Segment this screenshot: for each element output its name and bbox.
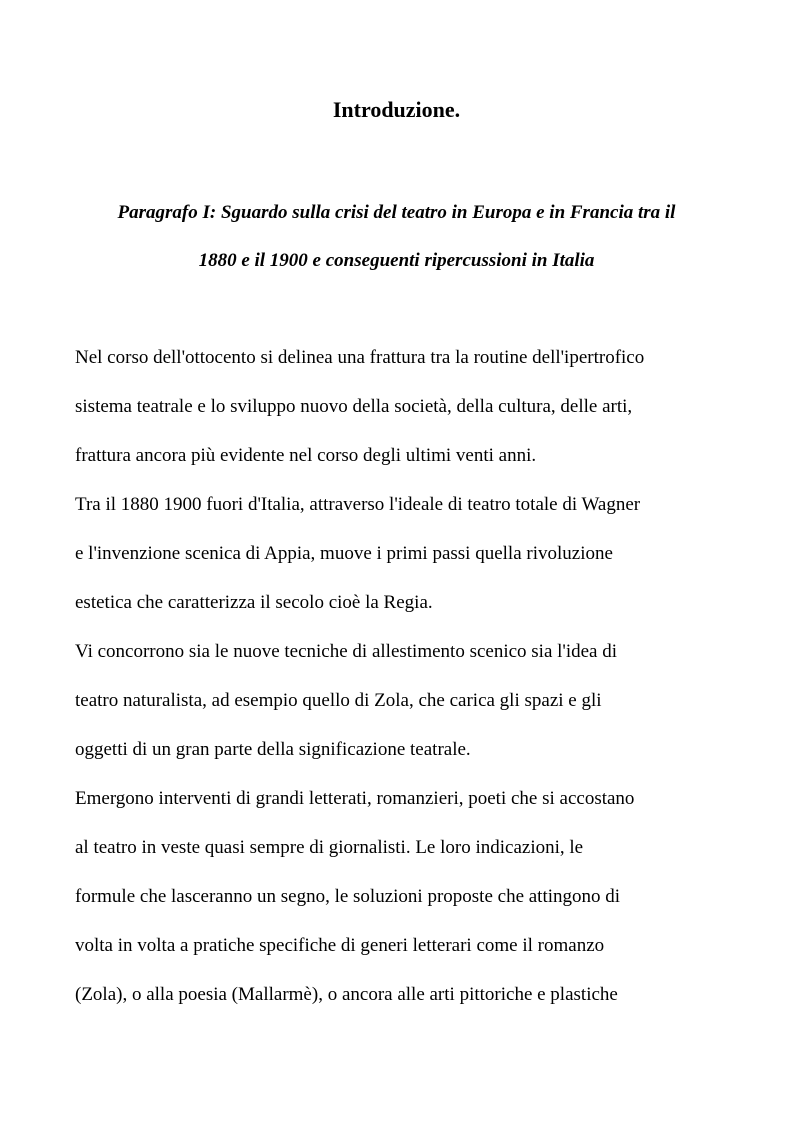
body-line: al teatro in veste quasi sempre di giornalisti. Le loro indicazioni, le: [75, 837, 584, 858]
section-heading-line: 1880 e il 1900 e conseguenti ripercussioni in Italia: [198, 250, 595, 271]
body-line: estetica che caratterizza il secolo cioè la Regia.: [75, 592, 433, 613]
body-line: Nel corso dell'ottocento si delinea una frattura tra la routine dell'ipertrofico: [75, 347, 645, 368]
body-line: Vi concorrono sia le nuove tecniche di allestimento scenico sia l'idea di: [75, 641, 618, 662]
page-title: Introduzione.: [332, 97, 461, 122]
body-line: (Zola), o alla poesia (Mallarmè), o ancora alle arti pittoriche e plastiche: [75, 984, 618, 1005]
body-line: e l'invenzione scenica di Appia, muove i primi passi quella rivoluzione: [75, 543, 613, 564]
body-line: Tra il 1880 1900 fuori d'Italia, attraverso l'ideale di teatro totale di Wagner: [75, 494, 641, 515]
body-line: teatro naturalista, ad esempio quello di Zola, che carica gli spazi e gli: [75, 690, 602, 711]
body-line: formule che lasceranno un segno, le soluzioni proposte che attingono di: [75, 886, 621, 907]
body-line: frattura ancora più evidente nel corso degli ultimi venti anni.: [75, 445, 537, 466]
section-heading-line: Paragrafo I: Sguardo sulla crisi del teatro in Europa e in Francia tra il: [117, 202, 676, 223]
body-line: sistema teatrale e lo sviluppo nuovo della società, della cultura, delle arti,: [75, 396, 633, 417]
body-line: volta in volta a pratiche specifiche di generi letterari come il romanzo: [75, 935, 605, 956]
body-line: Emergono interventi di grandi letterati, romanzieri, poeti che si accostano: [75, 788, 635, 809]
body-line: oggetti di un gran parte della significazione teatrale.: [75, 739, 471, 760]
